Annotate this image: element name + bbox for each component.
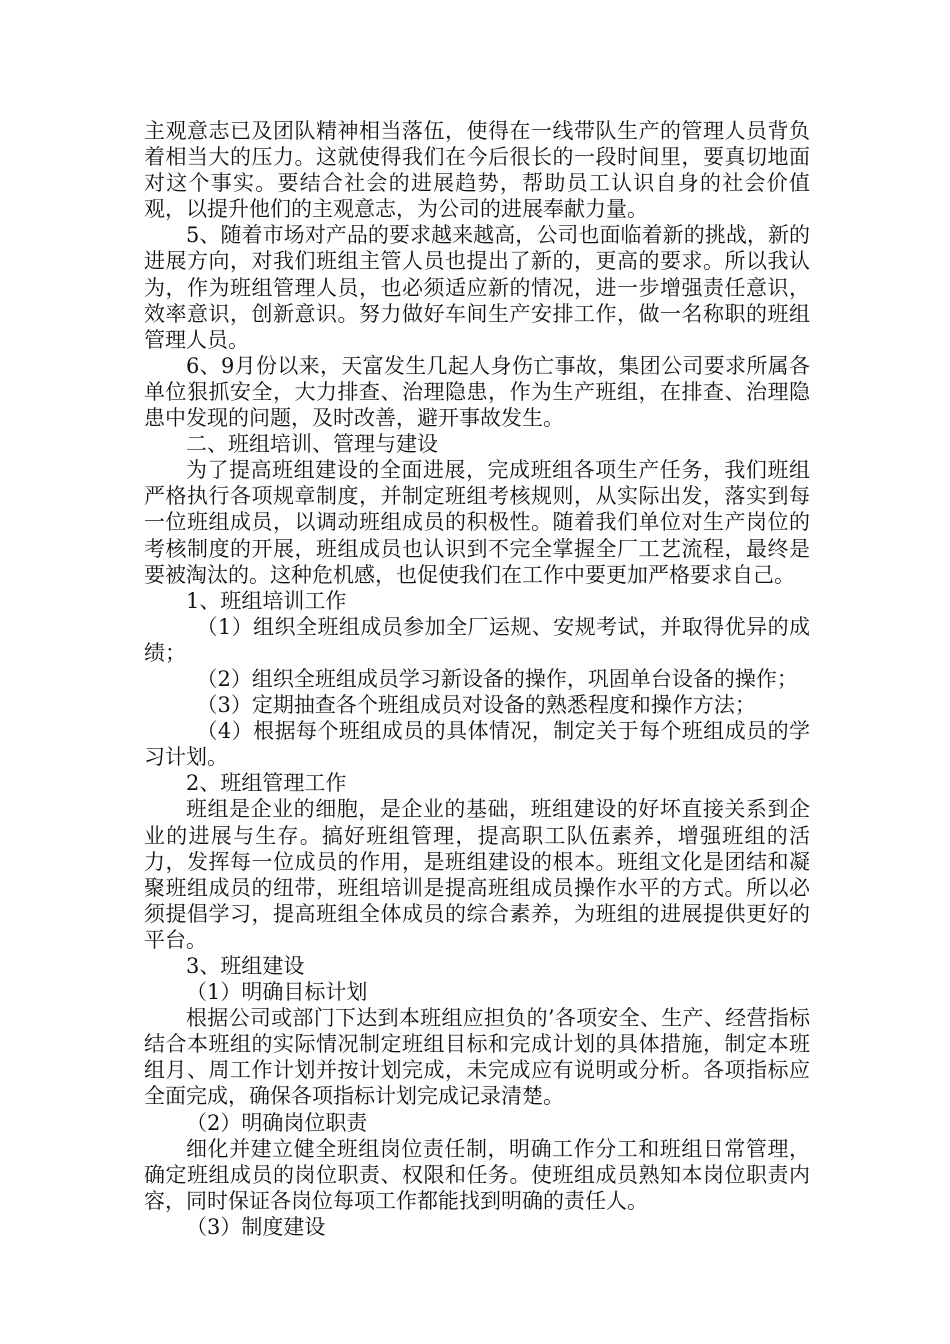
paragraph-target-plan: 根据公司或部门下达到本班组应担负的’各项安全、生产、经营指标结合本班组的实际情况制定班组目标和完成计划的具体措施，制定本班组月、周工作计划并按计划完成，未完成应有说明或分析。各项指标应全面完成，确保各项指标计划完成记录清楚。 [144,1006,810,1109]
paragraph-section-2-intro: 为了提高班组建设的全面进展，完成班组各项生产任务，我们班组严格执行各项规章制度，并制定班组考核规则，从实际出发，落实到每一位班组成员，以调动班组成员的积极性。随着我们单位对生产岗位的考核制度的开展，班组成员也认识到不完全掌握全厂工艺流程，最终是要被淘汰的。这种危机感，也促使我们在工作中要更加严格要求自己。 [144,458,810,587]
subheading-system-building: （3）制度建设 [186,1214,326,1239]
subheading-training: 1、班组培训工作 [186,588,347,613]
subheading-job-duties: （2）明确岗位职责 [186,1110,368,1135]
document-page [144,118,810,1240]
subheading-target-plan: （1）明确目标计划 [186,980,368,1005]
paragraph-team-spirit: 主观意志已及团队精神相当落伍，使得在一线带队生产的管理人员背负着相当大的压力。这就使得我们在今后很长的一段时间里，要真切地面对这个事实。要结合社会的进展趋势，帮助员工认识自身的社会价值观，以提升他们的主观意志，为公司的进展奉献力量。 [144,119,810,222]
list-item-training-2: （2）组织全班组成员学习新设备的操作，巩固单台设备的操作； [196,666,798,691]
paragraph-item-5: 5、随着市场对产品的要求越来越高，公司也面临着新的挑战，新的进展方向，对我们班组主管人员也提出了新的，更高的要求。所以我认为，作为班组管理人员，也必须适应新的情况，进一步增强责任意识，效率意识，创新意识。努力做好车间生产安排工作，做一名称职的班组管理人员。 [144,223,810,352]
list-item-training-1: （1）组织全班组成员参加全厂运规、安规考试，并取得优异的成绩； [144,614,810,665]
paragraph-item-6: 6、9月份以来，天富发生几起人身伤亡事故，集团公司要求所属各单位狠抓安全，大力排查、治理隐患，作为生产班组，在排查、治理隐患中发现的问题，及时改善，避开事故发生。 [144,353,810,431]
subheading-construction: 3、班组建设 [186,954,305,978]
section-heading-2: 二、班组培训、管理与建设 [186,432,438,457]
list-item-training-3: （3）定期抽查各个班组成员对设备的熟悉程度和操作方法； [196,693,756,718]
paragraph-job-duties: 细化并建立健全班组岗位责任制，明确工作分工和班组日常管理，确定班组成员的岗位职责、权限和任务。使班组成员熟知本岗位职责内容，同时保证各岗位每项工作都能找到明确的责任人。 [144,1136,810,1213]
paragraph-management: 班组是企业的细胞，是企业的基础，班组建设的好坏直接关系到企业的进展与生存。搞好班组管理，提高职工队伍素养，增强班组的活力，发挥每一位成员的作用，是班组建设的根本。班组文化是团结和凝聚班组成员的纽带，班组培训是提高班组成员操作水平的方式。所以必须提倡学习，提高班组全体成员的综合素养，为班组的进展提供更好的平台。 [144,797,810,952]
subheading-management: 2、班组管理工作 [186,771,347,796]
list-item-training-4: （4）根据每个班组成员的具体情况，制定关于每个班组成员的学习计划。 [144,719,810,770]
